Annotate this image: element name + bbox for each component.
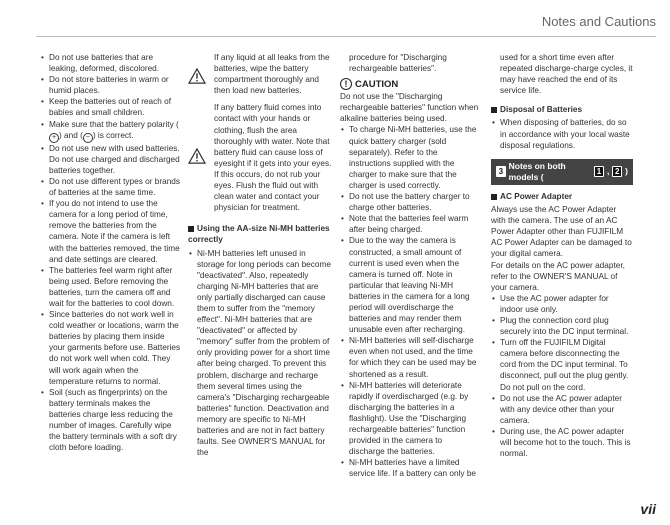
- caution-heading: ! CAUTION: [340, 78, 480, 90]
- list-item: • Use the AC power adapter for indoor use only.: [491, 293, 633, 315]
- page-number: vii: [640, 501, 656, 517]
- continued-text: used for a short time even after repeated discharge-charge cycles, it may have reached the end of its service life.: [500, 53, 633, 96]
- list-item: • Do not use batteries that are leaking, deformed, discolored.: [40, 52, 182, 74]
- adapter-list: [491, 293, 633, 459]
- warning-text-2: If any battery fluid comes into contact with your hands or clothing, flush the area thoroughly with water. Note that battery fluid can cause loss of eyesight if it gets into your eyes. If this occurs, do not rub your eyes. Flush the fluid out with clean water and contact your physician for treatment.: [214, 103, 332, 213]
- nimh-list: [188, 248, 333, 459]
- list-item: • Ni-MH batteries have a limited service life. If a battery can only be: [340, 457, 480, 479]
- model-2-badge: 2: [612, 166, 622, 177]
- list-item: • Plug the connection cord plug securely into the DC input terminal.: [491, 315, 633, 337]
- list-item: • If you do not intend to use the camera for a long period of time, remove the batteries from the camera. Note if the camera is left with the batteries removed, the time and date settings are cleared.: [40, 198, 182, 265]
- list-item: • To charge Ni-MH batteries, use the quick battery charger (sold separately). Refer to the instructions supplied with the charger to make sure that the charger is used correctly.: [340, 124, 480, 191]
- list-item: • Turn off the FUJIFILM Digital camera before disconnecting the cord from the DC input terminal. To disconnect, pull out the plug gently. Do not pull on the cord.: [491, 337, 633, 392]
- caution-text: Do not use the "Discharging rechargeable batteries" function when alkaline batteries being used.: [340, 92, 479, 124]
- plus-symbol-icon: +: [49, 133, 59, 143]
- list-item: • Ni-MH batteries will deteriorate rapidly if overdischarged (e.g. by discharging the batteries in a flashlight). Use the "Discharging rechargeable batteries" function provided in the camera to discharge the batteries.: [340, 380, 480, 458]
- section-number-badge: 3: [496, 166, 506, 177]
- list-item: • Since batteries do not work well in cold weather or locations, warm the batteries by placing them inside your garments before use. Batteries do not work well when cold. They will work again when the temperature returns to normal.: [40, 309, 182, 387]
- column-1: [40, 52, 182, 453]
- disposal-list: [491, 117, 633, 150]
- warning-block-1: [188, 52, 333, 96]
- column-4: [491, 52, 633, 459]
- list-item: • The batteries feel warm right after being used. Before removing the batteries, turn the camera off and wait for the batteries to cool down.: [40, 265, 182, 309]
- model-1-badge: 1: [594, 166, 604, 177]
- warning-text-1: If any liquid at all leaks from the batteries, wipe the battery compartment thoroughly and then load new batteries.: [214, 53, 330, 96]
- caution-exclamation-icon: !: [340, 78, 352, 90]
- section-heading-nimh: Using the AA-size Ni-MH batteries correctly: [188, 224, 330, 245]
- list-item: • Soil (such as fingerprints) on the battery terminals makes the batteries charge less reducing the number of images. Carefully wipe the battery terminals with a soft dry cloth before loading.: [40, 387, 182, 454]
- list-item: • Do not use the AC power adapter with any device other than your camera.: [491, 393, 633, 426]
- header-rule: [36, 36, 656, 37]
- list-item: • Note that the batteries feel warm after being charged.: [340, 213, 480, 235]
- square-bullet-icon: [491, 107, 497, 113]
- column-2: [188, 52, 333, 458]
- battery-cautions-list: [40, 52, 182, 453]
- list-item: • During use, the AC power adapter will become hot to the touch. This is normal.: [491, 426, 633, 459]
- list-item: • Do not store batteries in warm or humid places.: [40, 74, 182, 96]
- warning-triangle-icon: [188, 148, 206, 164]
- list-item: • Due to the way the camera is constructed, a small amount of current is used even when the camera is turned off. Note in particular that leaving Ni-MH batteries in the camera for a long period will overdischarge the batteries and may render them unusable even after recharging.: [340, 235, 480, 335]
- page-header-title: Notes and Cautions: [541, 14, 656, 29]
- square-bullet-icon: [188, 226, 194, 232]
- list-item-polarity: • Make sure that the battery polarity (+ ) and ( − ) is correct.: [40, 119, 182, 143]
- continued-text: procedure for "Discharging rechargeable batteries".: [349, 53, 447, 74]
- list-item: • Do not use the battery charger to charge other batteries.: [340, 191, 480, 213]
- charging-list: [340, 124, 480, 479]
- section-heading-disposal: Disposal of Batteries: [491, 104, 633, 115]
- list-item: • Keep the batteries out of reach of babies and small children.: [40, 96, 182, 118]
- list-item: • Do not use new with used batteries. Do not use charged and discharged batteries together.: [40, 143, 182, 176]
- section-heading-ac-adapter: AC Power Adapter: [491, 191, 633, 202]
- list-item: • Ni-MH batteries left unused in storage for long periods can become "deactivated". Also, repeatedly charging Ni-MH batteries that are only partially discharged can cause them to suffer from the "memory effect". Ni-MH batteries that are "deactivated" or affected by "memory" suffer from the problem of only providing power for a short time after being charged. To prevent this problem, discharge and recharge them several times using the camera's "Discharging rechargeable batteries" function. Deactivation and memory are specific to Ni-MH batteries and are not in fact battery faults. See OWNER'S MANUAL for the: [188, 248, 333, 459]
- section-bar-both-models: 3 Notes on both models ( 1 , 2 ): [491, 159, 633, 185]
- list-item: • Ni-MH batteries will self-discharge even when not used, and the time for which they can be used may be shortened as a result.: [340, 335, 480, 379]
- list-item: • When disposing of batteries, do so in accordance with your local waste disposal regulations.: [491, 117, 633, 150]
- adapter-paragraph-2: For details on the AC power adapter, refer to the OWNER'S MANUAL of your camera.: [491, 260, 625, 292]
- square-bullet-icon: [491, 194, 497, 200]
- minus-symbol-icon: −: [83, 133, 93, 143]
- column-3: [340, 52, 480, 479]
- warning-triangle-icon: [188, 68, 206, 84]
- warning-block-2: [188, 102, 333, 213]
- list-item: • Do not use different types or brands of batteries at the same time.: [40, 176, 182, 198]
- adapter-paragraph-1: Always use the AC Power Adapter with the camera. The use of an AC Power Adapter other than FUJIFILM AC Power Adapter can be damaged to your digital camera.: [491, 205, 632, 259]
